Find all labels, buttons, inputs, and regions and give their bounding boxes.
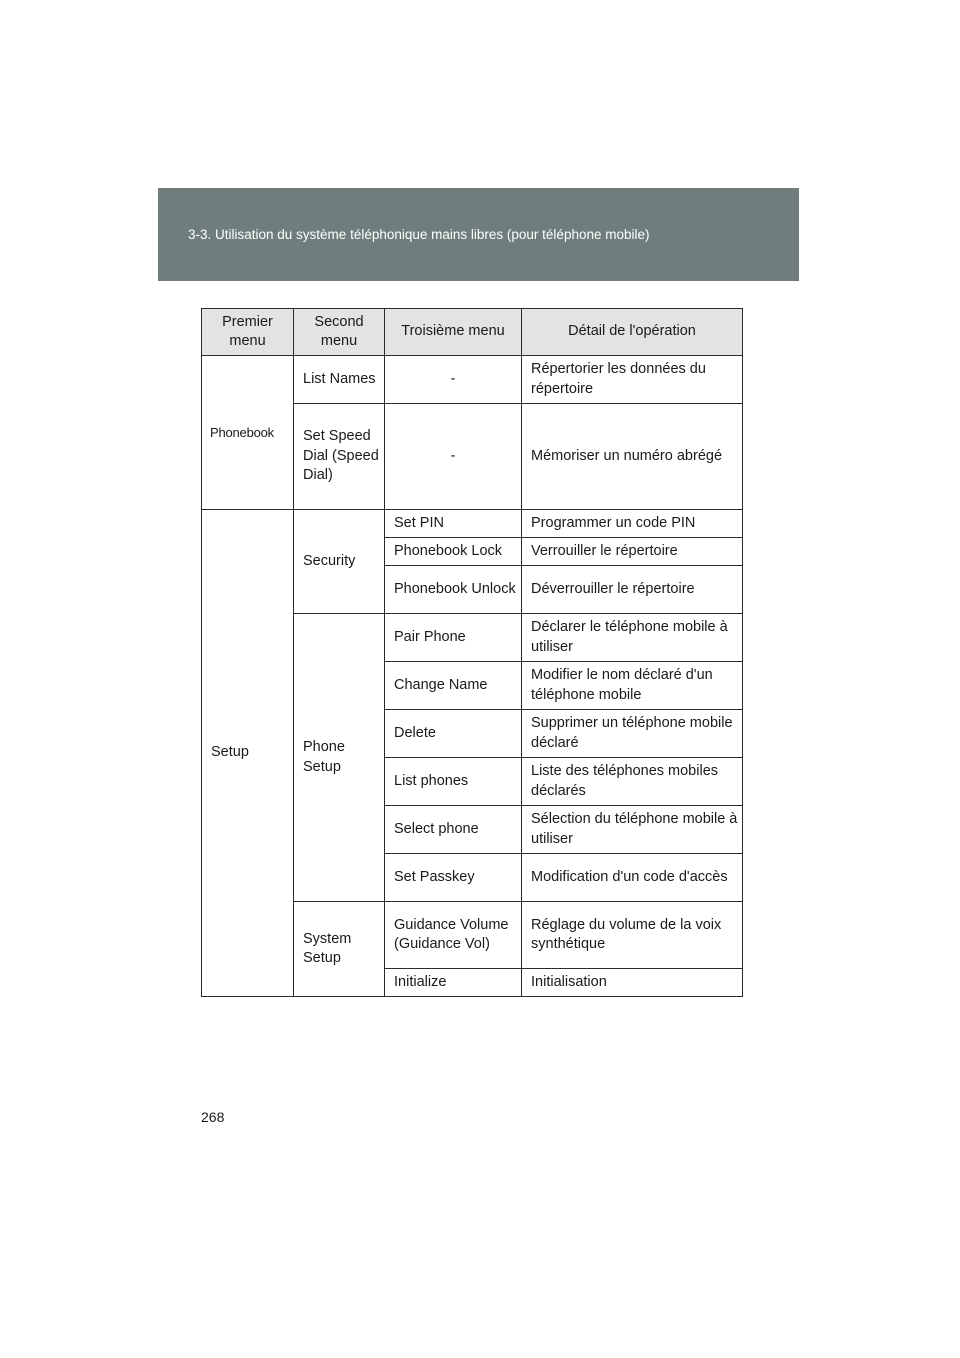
col-header-second: Second menu [294, 309, 385, 356]
detail-cell: Mémoriser un numéro abrégé [522, 404, 743, 510]
detail-cell: Initialisation [522, 969, 743, 997]
third-menu-cell: Change Name [385, 662, 522, 710]
table-row [202, 356, 743, 404]
table-header-row [202, 309, 743, 356]
detail-cell: Liste des téléphones mobiles déclarés [522, 758, 743, 806]
col-header-third: Troisième menu [385, 309, 522, 356]
detail-cell: Modification d'un code d'accès [522, 854, 743, 902]
detail-cell: Réglage du volume de la voix synthétique [522, 902, 743, 969]
first-menu-phonebook: Phonebook [202, 356, 294, 510]
third-menu-cell: Pair Phone [385, 614, 522, 662]
page-number: 268 [201, 1109, 225, 1125]
detail-cell: Modifier le nom déclaré d'un téléphone mobile [522, 662, 743, 710]
third-menu-cell: Phonebook Unlock [385, 566, 522, 614]
second-menu-cell: List Names [294, 356, 385, 404]
third-menu-cell: Set Passkey [385, 854, 522, 902]
third-menu-cell: List phones [385, 758, 522, 806]
detail-cell: Supprimer un téléphone mobile déclaré [522, 710, 743, 758]
third-menu-cell: Select phone [385, 806, 522, 854]
table-row [202, 510, 743, 538]
second-menu-security: Security [294, 510, 385, 614]
third-menu-cell: Initialize [385, 969, 522, 997]
col-header-detail: Détail de l'opération [522, 309, 743, 356]
detail-cell: Programmer un code PIN [522, 510, 743, 538]
third-menu-cell: Delete [385, 710, 522, 758]
detail-cell: Verrouiller le répertoire [522, 538, 743, 566]
section-header [158, 188, 799, 281]
menu-table [201, 308, 743, 997]
detail-cell: Répertorier les données du répertoire [522, 356, 743, 404]
third-menu-cell: Set PIN [385, 510, 522, 538]
third-menu-cell: Guidance Volume (Guidance Vol) [385, 902, 522, 969]
second-menu-cell: Set Speed Dial (Speed Dial) [294, 404, 385, 510]
detail-cell: Déverrouiller le répertoire [522, 566, 743, 614]
third-menu-cell: - [385, 356, 522, 404]
first-menu-setup: Setup [202, 510, 294, 997]
detail-cell: Déclarer le téléphone mobile à utiliser [522, 614, 743, 662]
detail-cell: Sélection du téléphone mobile à utiliser [522, 806, 743, 854]
second-menu-phone-setup: Phone Setup [294, 614, 385, 902]
section-title: 3-3. Utilisation du système téléphonique mains libres (pour téléphone mobile) [188, 227, 650, 242]
third-menu-cell: - [385, 404, 522, 510]
third-menu-cell: Phonebook Lock [385, 538, 522, 566]
col-header-first: Premier menu [202, 309, 294, 356]
second-menu-system-setup: System Setup [294, 902, 385, 997]
